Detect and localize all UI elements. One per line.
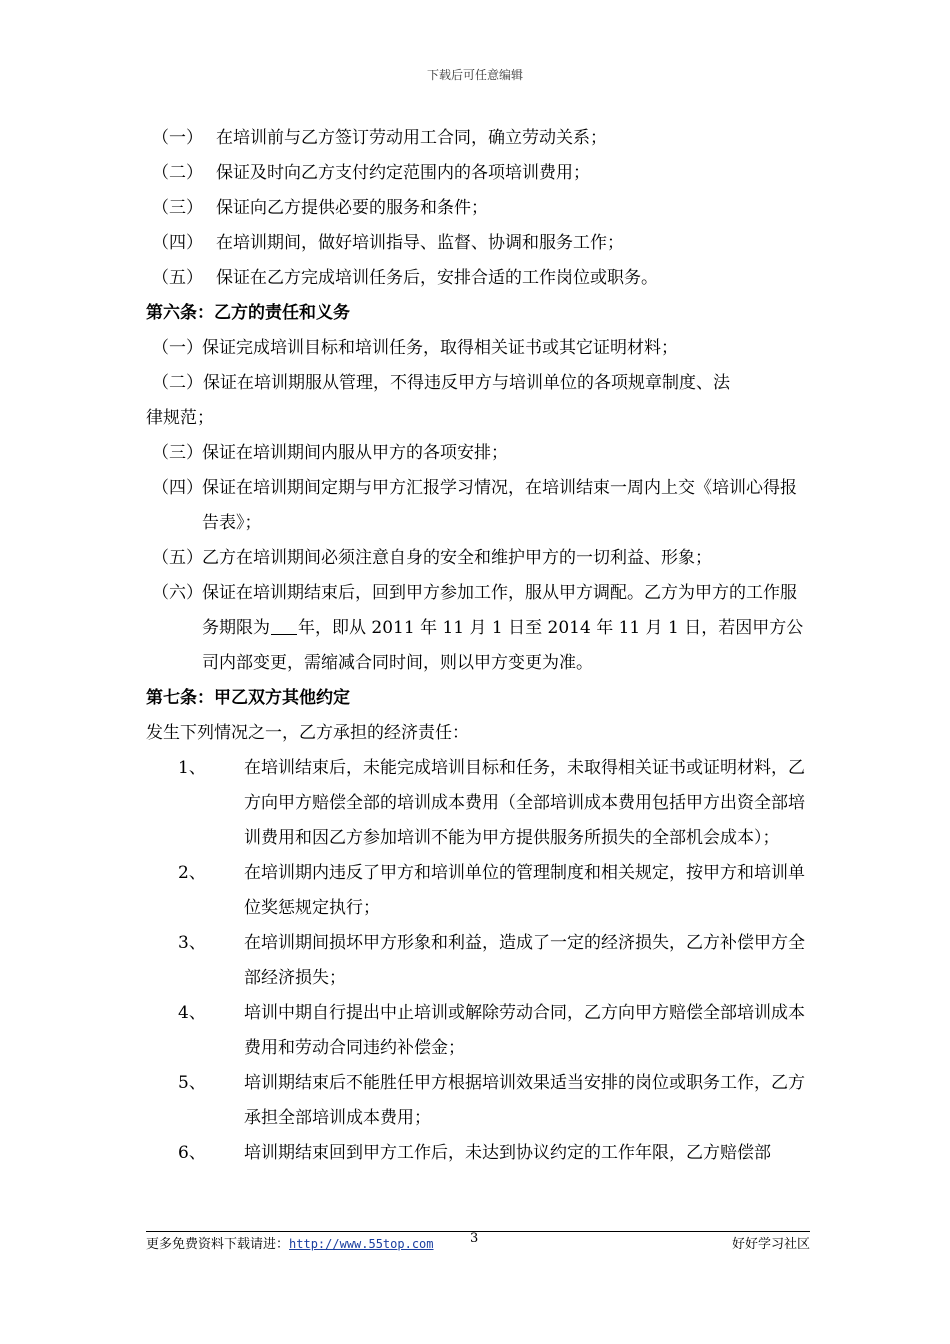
obligation-item-2 bbox=[146, 156, 810, 191]
item-number: （一） bbox=[152, 338, 203, 358]
service-term-text-1: 保证在培训期结束后，回到甲方参加工作，服从甲方调配。乙方为甲方的工作服务期限为 bbox=[202, 583, 797, 638]
item-number: （三） bbox=[152, 198, 203, 218]
item-text: 在培训前与乙方签订劳动用工合同，确立劳动关系； bbox=[216, 128, 607, 148]
obligation-item-3 bbox=[146, 191, 810, 226]
item-number: （五） bbox=[152, 268, 203, 288]
article-6-item-5 bbox=[146, 541, 810, 576]
liability-item-5 bbox=[146, 1066, 810, 1136]
article-6-item-2-line-2: 律规范； bbox=[146, 408, 214, 428]
item-number: （五） bbox=[152, 548, 203, 568]
item-number: 5、 bbox=[178, 1073, 206, 1093]
blank-field bbox=[271, 617, 297, 635]
item-text: 在培训结束后，未能完成培训目标和任务，未取得相关证书或证明材料，乙方向甲方赔偿全部的培训成本费用（全部培训成本费用包括甲方出资全部培训费用和因乙方参加培训不能为甲方提供服务所损失的全部机会成本）； bbox=[244, 758, 805, 848]
liability-item-2 bbox=[146, 856, 810, 926]
item-text: 培训中期自行提出中止培训或解除劳动合同，乙方向甲方赔偿全部培训成本费用和劳动合同违约补偿金； bbox=[244, 1003, 805, 1058]
page-header: 下载后可任意编辑 bbox=[426, 68, 523, 82]
item-number: （四） bbox=[152, 478, 203, 498]
item-text: 保证向乙方提供必要的服务和条件； bbox=[216, 198, 488, 218]
document-body bbox=[146, 121, 810, 1171]
article-7-intro: 发生下列情况之一，乙方承担的经济责任： bbox=[146, 723, 469, 743]
footer-link[interactable]: http://www.55top.com bbox=[289, 1237, 434, 1251]
item-number: （六） bbox=[152, 583, 203, 603]
liability-item-3 bbox=[146, 926, 810, 996]
item-text: 保证在乙方完成培训任务后，安排合适的工作岗位或职务。 bbox=[216, 268, 658, 288]
item-number: 2、 bbox=[178, 863, 206, 883]
item-text: 培训期结束后不能胜任甲方根据培训效果适当安排的岗位或职务工作，乙方承担全部培训成本费用； bbox=[244, 1073, 805, 1128]
footer-download-note bbox=[146, 1233, 434, 1252]
item-text: 保证在培训期间内服从甲方的各项安排； bbox=[202, 443, 508, 463]
service-term-text-2: 年，即从 2011 年 11 月 1 日至 2014 年 11 月 1 日，若因甲方公司内部变更，需缩减合同时间，则以甲方变更为准。 bbox=[202, 618, 804, 673]
item-number: 3、 bbox=[178, 933, 206, 953]
item-text: 保证及时向乙方支付约定范围内的各项培训费用； bbox=[216, 163, 590, 183]
footer-community: 好好学习社区 bbox=[731, 1237, 810, 1252]
liability-item-4 bbox=[146, 996, 810, 1066]
article-6-item-3 bbox=[146, 436, 810, 471]
page-number: 3 bbox=[470, 1231, 479, 1246]
item-number: （四） bbox=[152, 233, 203, 253]
item-text: 在培训期间损坏甲方形象和利益，造成了一定的经济损失，乙方补偿甲方全部经济损失； bbox=[244, 933, 805, 988]
article-6-heading: 第六条：乙方的责任和义务 bbox=[146, 303, 350, 323]
item-number: 1、 bbox=[178, 758, 206, 778]
item-text bbox=[202, 576, 810, 681]
footer-label: 更多免费资料下载请进： bbox=[146, 1237, 290, 1252]
item-number: （一） bbox=[152, 128, 203, 148]
item-number: （三） bbox=[152, 443, 203, 463]
article-6-item-2-line-1: （二）保证在培训期服从管理，不得违反甲方与培训单位的各项规章制度、法 bbox=[152, 373, 730, 393]
article-6-item-4 bbox=[146, 471, 810, 541]
obligation-item-4 bbox=[146, 226, 810, 261]
item-number: （二） bbox=[152, 163, 203, 183]
item-text: 保证完成培训目标和培训任务，取得相关证书或其它证明材料； bbox=[202, 338, 678, 358]
item-text: 保证在培训期间定期与甲方汇报学习情况，在培训结束一周内上交《培训心得报告表》； bbox=[202, 478, 797, 533]
obligation-item-1 bbox=[146, 121, 810, 156]
item-text: 培训期结束回到甲方工作后，未达到协议约定的工作年限，乙方赔偿部 bbox=[244, 1143, 771, 1163]
liability-item-6 bbox=[146, 1136, 810, 1171]
liability-item-1 bbox=[146, 751, 810, 856]
article-6-item-6 bbox=[146, 576, 810, 681]
item-number: 6、 bbox=[178, 1143, 206, 1163]
item-text: 乙方在培训期间必须注意自身的安全和维护甲方的一切利益、形象； bbox=[202, 548, 712, 568]
article-7-heading: 第七条：甲乙双方其他约定 bbox=[146, 688, 350, 708]
article-6-item-1 bbox=[146, 331, 810, 366]
item-text: 在培训期内违反了甲方和培训单位的管理制度和相关规定，按甲方和培训单位奖惩规定执行； bbox=[244, 863, 805, 918]
item-number: 4、 bbox=[178, 1003, 206, 1023]
obligation-item-5 bbox=[146, 261, 810, 296]
page-footer bbox=[146, 1233, 810, 1253]
item-text: 在培训期间，做好培训指导、监督、协调和服务工作； bbox=[216, 233, 624, 253]
